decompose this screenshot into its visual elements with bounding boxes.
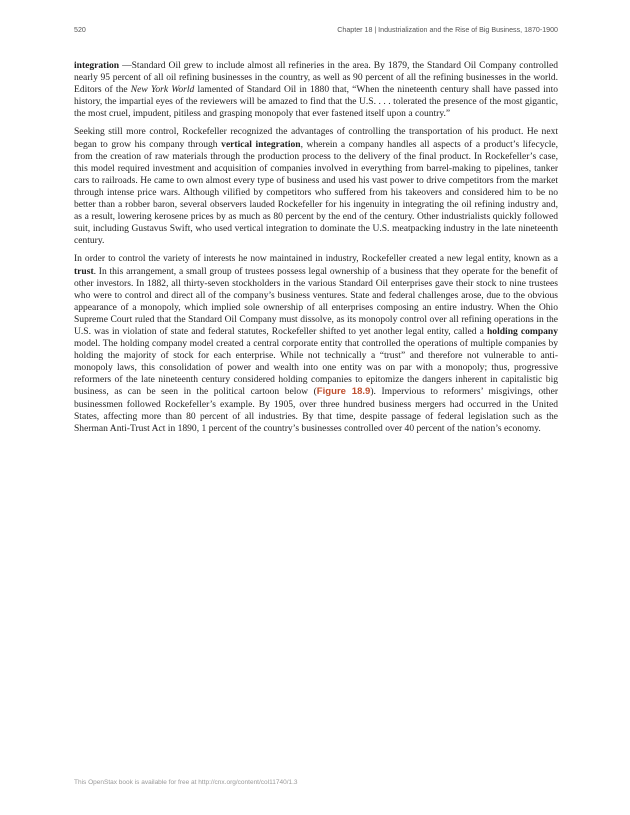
paragraph-text: . In this arrangement, a small group of trustees possess legal ownership of a business that they operate for the benefit of other investors. In 1882, all thirty-seven stockholders in the various Standard Oil enterprises gave their stock to nine trustees who were to control and direct all of the company’s business ventures. State and federal challenges arose, due to the obvious appearance of a monopoly, which implied sole ownership of all enterprises composing an entire industry. When the Ohio Supreme Court ruled that the Standard Oil Company must dissolve, as its monopoly control over all refining operations in the U.S. was in violation of state and federal statutes, Rockefeller shifted to yet another legal entity, called a (74, 265, 558, 337)
page-number: 520 (74, 26, 86, 34)
term-holding-company: holding company (487, 325, 559, 337)
paragraph-text: model. The holding company model created a central corporate entity that controlled the operations of multiple companies by holding the majority of stock for each enterprise. While not technically a “trust” and therefore not vulnerable to anti-monopoly laws, this consolidation of power and wealth into one entity was on par with a monopoly; thus, progressive reformers of the late nineteenth century considered holding companies to epitomize the dangers inherent in capitalistic big business, as can be seen in the political cartoon below ( (74, 338, 558, 398)
term-integration: integration (74, 60, 120, 71)
page-header (74, 26, 558, 40)
body-text (74, 60, 558, 441)
paragraph-vertical-integration (74, 126, 558, 247)
paragraph-text: Seeking still more control, Rockefeller recognized the advantages of controlling the transportation of his product. He next began to grow his company through (74, 126, 558, 150)
term-vertical-integration: vertical integration (221, 138, 301, 150)
paragraph-text: —Standard Oil grew to include almost all refineries in the area. By 1879, the Standard Oil Company controlled nearly 95 percent of all oil refining businesses in the country, as well as 90 percent of all the refining businesses in the world. Editors of the (74, 60, 558, 96)
paragraph-text: , wherein a company handles all aspects of a product’s lifecycle, from the creation of raw materials through the production process to the delivery of the final product. In Rockefeller’s case, this model required investment and acquisition of companies involved in everything from barrel-making to pipelines, tanker cars to railroads. He came to own almost every type of business and used his vast power to drive competitors from the market through intense price wars. Although vilified by competitors who suffered from his takeovers and considered him to be no better than a robber baron, several observers lauded Rockefeller for his ingenuity in integrating the oil refining industry and, as a result, lowering kerosene prices by as much as 80 percent by the end of the century. Other industrialists quickly followed suit, including Gustavus Swift, who used vertical integration to dominate the U.S. meatpacking industry in the late nineteenth century. (74, 138, 558, 247)
newspaper-title: New York World (130, 84, 195, 96)
paragraph-trust-holding-company (74, 253, 558, 434)
paragraph-text: ). Impervious to reformers’ misgivings, other businessmen followed Rockefeller’s example. By 1905, over three hundred business mergers had occurred in the United States, affecting more than 80 percent of all industries. By that time, despite passage of federal legislation such as the Sherman Anti-Trust Act in 1890, 1 percent of the country’s businesses controlled over 40 percent of the nation’s economy. (74, 386, 559, 434)
paragraph-text: In order to control the variety of interests he now maintained in industry, Rockefeller created a new legal entity, known as a (74, 253, 558, 265)
paragraph-text: lamented of Standard Oil in 1880 that, “When the nineteenth century shall have passed into history, the impartial eyes of the reviewers will be amazed to find that the U.S. . . . tolerated the presence of the most gigantic, the most cruel, impudent, pitiless and grasping monopoly that ever fastened itself upon a country.” (74, 84, 558, 120)
figure-18-9-link[interactable]: Figure 18.9 (316, 386, 371, 398)
page-footer: This OpenStax book is available for free at http://cnx.org/content/col11740/1.3 (74, 779, 298, 786)
term-trust: trust (74, 265, 94, 277)
chapter-title: Chapter 18 | Industrialization and the Rise of Big Business, 1870-1900 (337, 26, 558, 34)
paragraph-standard-oil-monopoly (74, 60, 558, 120)
